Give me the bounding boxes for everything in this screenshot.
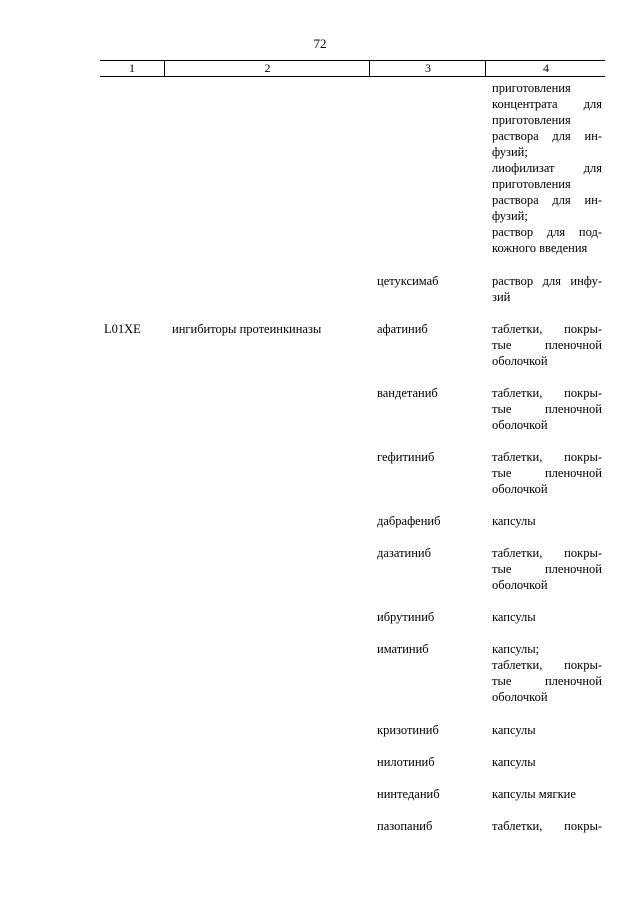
drug-name: кризотиниб [377,723,439,737]
form-line: концентрата для [492,97,602,111]
form-line: оболочкой [492,354,548,368]
form-line: капсулы [492,514,536,528]
form-line: раствор для под- [492,225,602,239]
form-line: таблетки, покры- [492,386,602,400]
continuation-forms [492,80,602,256]
drug-name: пазопаниб [377,819,433,833]
dosage-form [492,545,602,593]
drug-table [100,60,605,77]
form-line: капсулы [492,755,536,769]
form-line: раствора для ин- [492,193,602,207]
drug-name: дазатиниб [377,546,431,560]
form-line: капсулы; [492,642,540,656]
dosage-form [492,273,602,305]
form-line: капсулы мягкие [492,787,576,801]
drug-name: нинтеданиб [377,787,440,801]
form-line: оболочкой [492,690,548,704]
form-line: раствора для ин- [492,129,602,143]
header-col-4: 4 [485,61,606,76]
drug-name: цетуксимаб [377,274,439,288]
form-line: таблетки, покры- [492,658,602,672]
drug-name: нилотиниб [377,755,435,769]
dosage-form [492,754,602,770]
form-line: оболочкой [492,482,548,496]
form-line: таблетки, покры- [492,546,602,560]
form-line: капсулы [492,723,536,737]
form-line: зий [492,290,511,304]
table-header [100,60,605,77]
dosage-form [492,641,602,705]
dosage-form [492,786,602,802]
form-line: оболочкой [492,578,548,592]
form-line: оболочкой [492,418,548,432]
drug-name: афатиниб [377,322,428,336]
dosage-form [492,722,602,738]
dosage-form [492,609,602,625]
form-line: приготовления [492,113,571,127]
dosage-form [492,513,602,529]
form-line: приготовления [492,177,571,191]
form-line: таблетки, покры- [492,450,602,464]
form-line: приготовления [492,81,571,95]
drug-name: дабрафениб [377,514,441,528]
form-line: фузий; [492,145,528,159]
header-col-3: 3 [369,61,486,76]
drug-name: гефитиниб [377,450,435,464]
atc-code: L01XE [104,322,141,336]
form-line: капсулы [492,610,536,624]
dosage-form [492,818,602,834]
form-line: таблетки, покры- [492,322,602,336]
pharmacological-group: ингибиторы протеинкиназы [172,322,322,336]
drug-name: иматиниб [377,642,429,656]
dosage-form [492,449,602,497]
form-line: раствор для инфу- [492,274,602,288]
form-line: таблетки, покры- [492,819,602,833]
form-line: кожного введения [492,241,588,255]
form-line: лиофилизат для [492,161,602,175]
form-line: тые пленочной [492,674,602,688]
dosage-form [492,385,602,433]
form-line: тые пленочной [492,338,602,352]
header-col-2: 2 [164,61,370,76]
form-line: фузий; [492,209,528,223]
dosage-form [492,321,602,369]
page-number: 72 [313,36,327,51]
form-line: тые пленочной [492,402,602,416]
drug-name: вандетаниб [377,386,438,400]
header-col-1: 1 [129,61,135,75]
form-line: тые пленочной [492,562,602,576]
drug-name: ибрутиниб [377,610,435,624]
form-line: тые пленочной [492,466,602,480]
